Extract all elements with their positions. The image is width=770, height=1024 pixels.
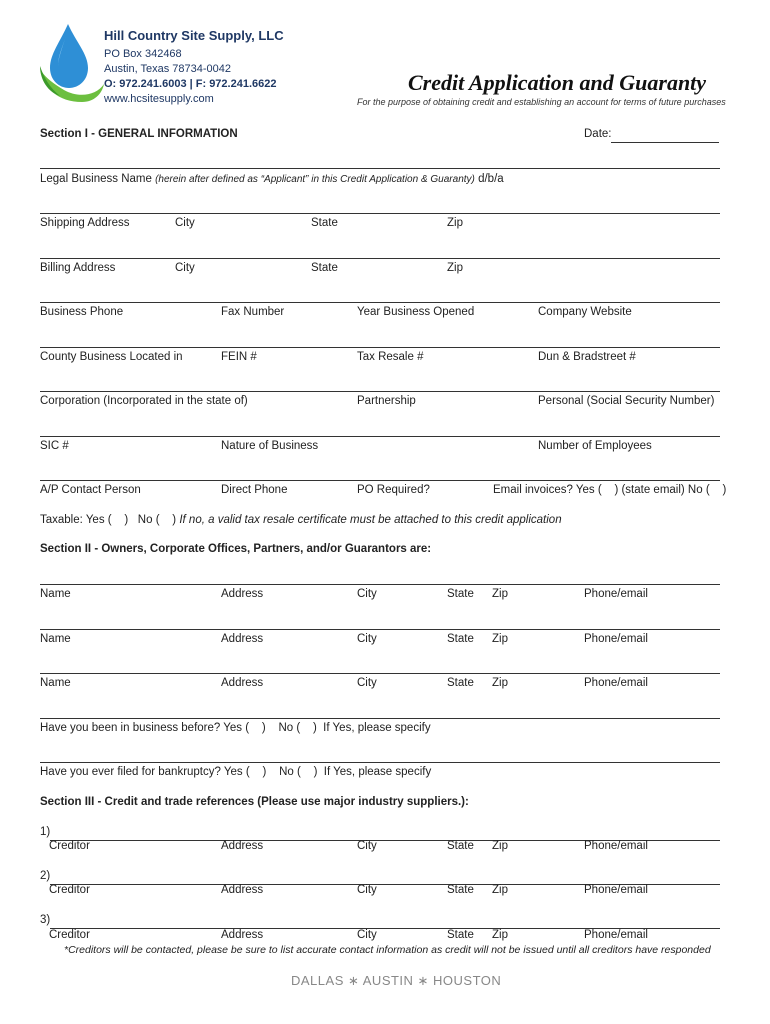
reference-1-address-label: Address — [221, 840, 264, 852]
reference-3-city-label: City — [357, 929, 377, 941]
reference-3-creditor-label: Creditor — [49, 929, 90, 941]
legal-name-label: Legal Business Name — [40, 173, 152, 185]
owner-2-name-label: Name — [40, 633, 71, 645]
nature-business-label: Nature of Business — [221, 440, 319, 452]
shipping-address-label: Shipping Address — [40, 217, 130, 229]
owner-1-zip-label: Zip — [492, 588, 508, 600]
reference-2-phone-label: Phone/email — [584, 884, 648, 896]
creditor-note: *Creditors will be contacted, please be sure to list accurate contact information as credit will not be issued until all creditors have responded — [64, 944, 711, 956]
owner-3-address-label: Address — [221, 677, 264, 689]
legal-name-field[interactable] — [40, 168, 720, 169]
reference-2-number: 2) — [40, 870, 51, 882]
billing-field-line[interactable] — [40, 258, 720, 259]
ap-field-line[interactable] — [40, 480, 720, 481]
company-city-line: Austin, Texas 78734-0042 — [104, 63, 231, 75]
fein-label: FEIN # — [221, 351, 257, 363]
owner-2-city-label: City — [357, 633, 377, 645]
owner-1-state-label: State — [447, 588, 474, 600]
fax-number-label: Fax Number — [221, 306, 285, 318]
owner-2-zip-label: Zip — [492, 633, 508, 645]
billing-city-label: City — [175, 262, 195, 274]
reference-1-number: 1) — [40, 826, 51, 838]
taxable-checkbox-label[interactable]: Taxable: Yes ( ) No ( ) — [40, 514, 177, 526]
business-before-question[interactable]: Have you been in business before? Yes ( ) No ( ) If Yes, please specify — [40, 722, 431, 734]
owner-2-phone-label: Phone/email — [584, 633, 648, 645]
owner-3-city-label: City — [357, 677, 377, 689]
owner-2-state-label: State — [447, 633, 474, 645]
personal-ssn-label: Personal (Social Security Number) — [538, 395, 715, 407]
sic-field-line[interactable] — [40, 436, 720, 437]
reference-1-field[interactable] — [50, 826, 720, 841]
company-website[interactable]: www.hcsitesupply.com — [104, 93, 214, 105]
footer-cities: DALLAS ∗ AUSTIN ∗ HOUSTON — [291, 973, 502, 988]
reference-1-phone-label: Phone/email — [584, 840, 648, 852]
reference-3-phone-label: Phone/email — [584, 929, 648, 941]
legal-name-note: (herein after defined as “Applicant” in this Credit Application & Guaranty) — [155, 174, 475, 185]
reference-2-zip-label: Zip — [492, 884, 508, 896]
email-invoices-label[interactable]: Email invoices? Yes ( ) (state email) No ( ) — [493, 484, 727, 496]
dun-bradstreet-label: Dun & Bradstreet # — [538, 351, 636, 363]
reference-1-state-label: State — [447, 840, 474, 852]
reference-3-address-label: Address — [221, 929, 264, 941]
corporation-field-line[interactable] — [40, 391, 720, 392]
billing-address-label: Billing Address — [40, 262, 116, 274]
ap-contact-label: A/P Contact Person — [40, 484, 141, 496]
owner-3-state-label: State — [447, 677, 474, 689]
reference-1-city-label: City — [357, 840, 377, 852]
taxable-row — [40, 514, 562, 526]
reference-3-field[interactable] — [50, 914, 720, 929]
form-title: Credit Application and Guaranty — [408, 70, 707, 95]
section1-heading: Section I - GENERAL INFORMATION — [40, 128, 238, 140]
shipping-zip-label: Zip — [447, 217, 463, 229]
reference-1-zip-label: Zip — [492, 840, 508, 852]
section3-heading: Section III - Credit and trade references (Please use major industry suppliers.): — [40, 796, 469, 808]
po-required-label: PO Required? — [357, 484, 430, 496]
sic-label: SIC # — [40, 440, 69, 452]
legal-name-row — [40, 173, 504, 185]
owner-1-city-label: City — [357, 588, 377, 600]
owner-1-field-line[interactable] — [40, 584, 720, 585]
shipping-field-line[interactable] — [40, 213, 720, 214]
corporation-label: Corporation (Incorporated in the state of) — [40, 395, 248, 407]
reference-2-field[interactable] — [50, 870, 720, 885]
company-po-box: PO Box 342468 — [104, 48, 182, 60]
company-name: Hill Country Site Supply, LLC — [104, 28, 284, 43]
owner-3-zip-label: Zip — [492, 677, 508, 689]
taxable-note: If no, a valid tax resale certificate must be attached to this credit application — [179, 514, 562, 526]
company-phones: O: 972.241.6003 | F: 972.241.6622 — [104, 78, 277, 90]
form-subtitle: For the purpose of obtaining credit and establishing an account for terms of future purchases — [357, 97, 726, 107]
owner-3-name-label: Name — [40, 677, 71, 689]
county-label: County Business Located in — [40, 351, 183, 363]
owner-3-phone-label: Phone/email — [584, 677, 648, 689]
date-field[interactable] — [611, 128, 719, 143]
section2-heading: Section II - Owners, Corporate Offices, Partners, and/or Guarantors are: — [40, 543, 432, 555]
bankruptcy-field-line[interactable] — [40, 762, 720, 763]
billing-state-label: State — [311, 262, 338, 274]
reference-2-address-label: Address — [221, 884, 264, 896]
direct-phone-label: Direct Phone — [221, 484, 288, 496]
owner-2-field-line[interactable] — [40, 629, 720, 630]
reference-2-creditor-label: Creditor — [49, 884, 90, 896]
business-phone-label: Business Phone — [40, 306, 124, 318]
date-label: Date: — [584, 128, 612, 140]
dba-label: d/b/a — [478, 173, 504, 185]
owner-1-name-label: Name — [40, 588, 71, 600]
reference-2-state-label: State — [447, 884, 474, 896]
reference-3-zip-label: Zip — [492, 929, 508, 941]
billing-zip-label: Zip — [447, 262, 463, 274]
reference-3-state-label: State — [447, 929, 474, 941]
phone-field-line[interactable] — [40, 302, 720, 303]
reference-3-number: 3) — [40, 914, 51, 926]
owner-1-phone-label: Phone/email — [584, 588, 648, 600]
reference-1-creditor-label: Creditor — [49, 840, 90, 852]
employees-label: Number of Employees — [538, 440, 652, 452]
company-website-label: Company Website — [538, 306, 632, 318]
county-field-line[interactable] — [40, 347, 720, 348]
company-logo — [38, 22, 108, 106]
owner-2-address-label: Address — [221, 633, 264, 645]
partnership-label: Partnership — [357, 395, 416, 407]
year-opened-label: Year Business Opened — [357, 306, 475, 318]
owner-3-field-line[interactable] — [40, 673, 720, 674]
reference-2-city-label: City — [357, 884, 377, 896]
owner-1-address-label: Address — [221, 588, 264, 600]
business-before-field-line[interactable] — [40, 718, 720, 719]
bankruptcy-question[interactable]: Have you ever filed for bankruptcy? Yes ( ) No ( ) If Yes, please specify — [40, 766, 432, 778]
shipping-state-label: State — [311, 217, 338, 229]
tax-resale-label: Tax Resale # — [357, 351, 424, 363]
shipping-city-label: City — [175, 217, 195, 229]
